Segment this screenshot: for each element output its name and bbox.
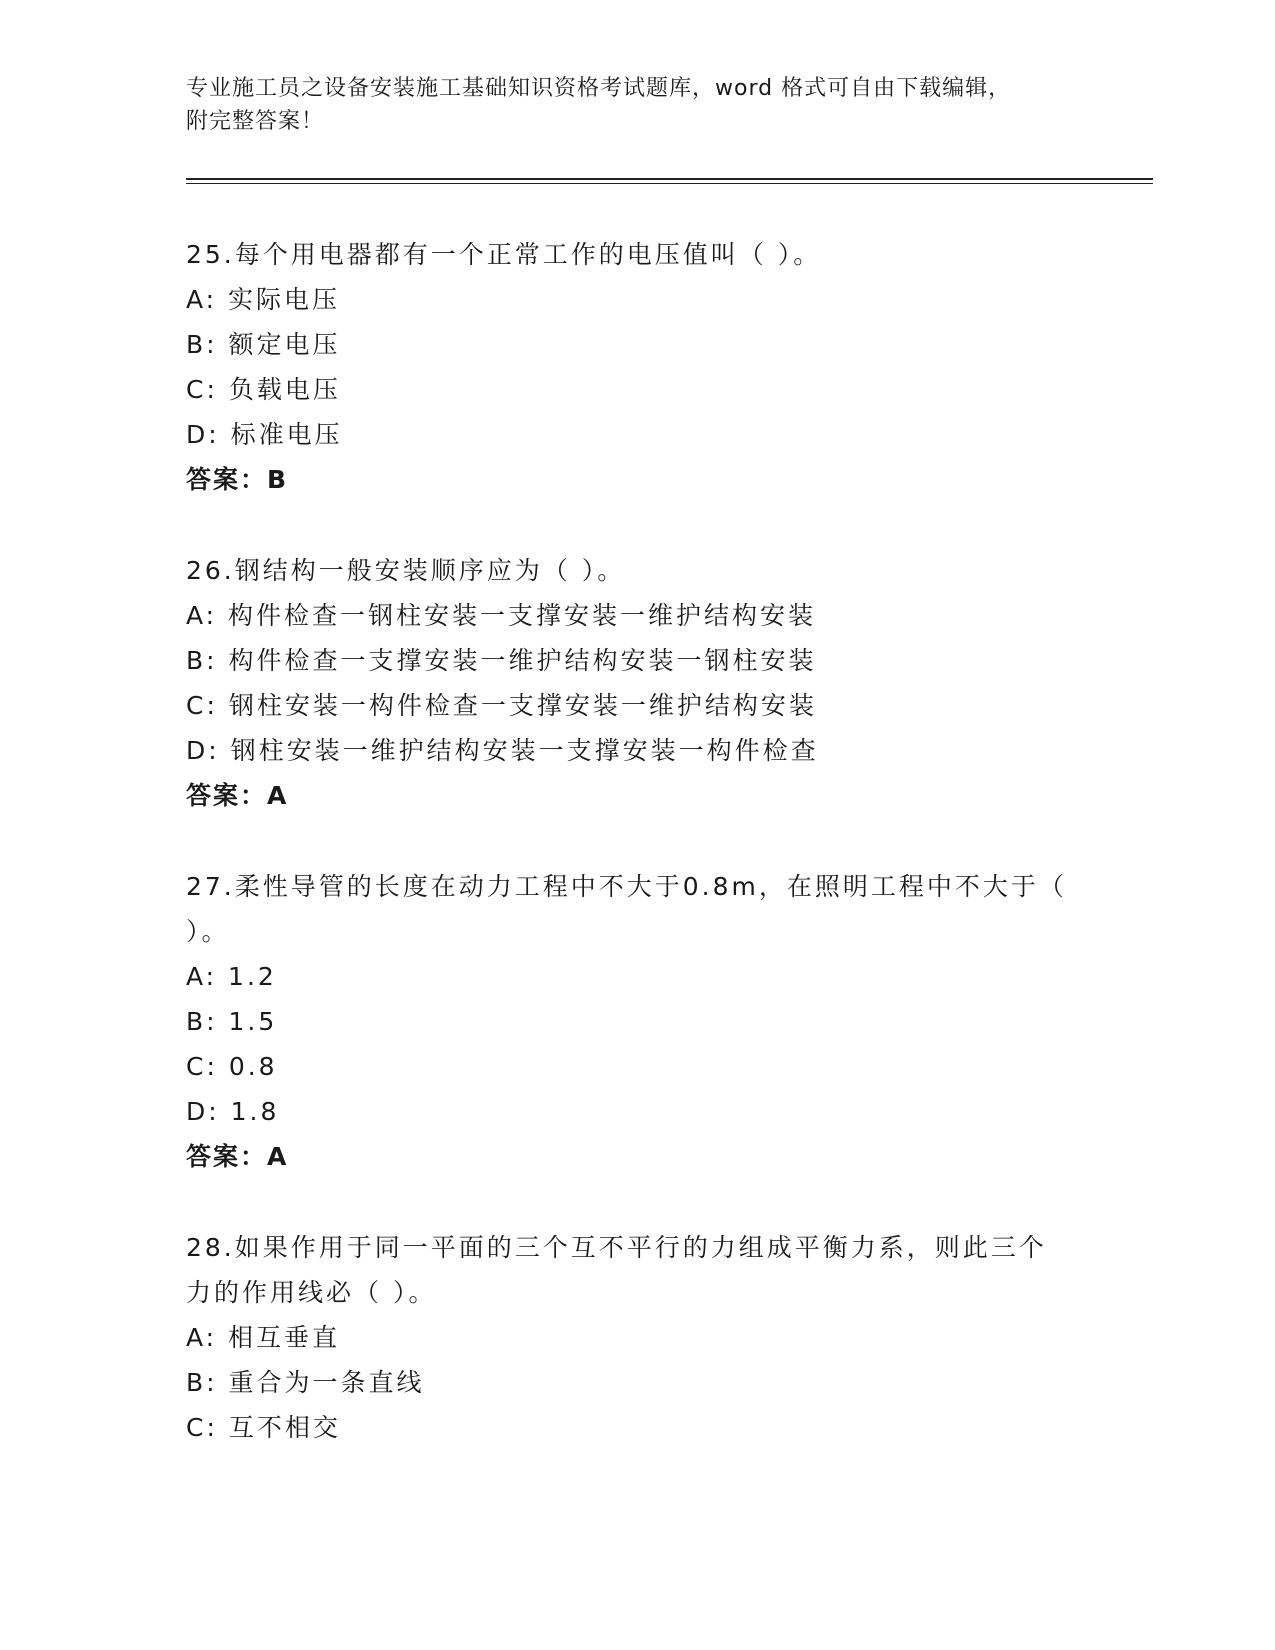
option-d: D: 标准电压 [186, 420, 343, 449]
question-stem-line-1: 27.柔性导管的长度在动力工程中不大于0.8m，在照明工程中不大于（ [186, 872, 1067, 901]
question-28 [186, 1225, 1086, 1450]
option-c: C: 互不相交 [186, 1413, 341, 1442]
question-stem: 26.钢结构一般安装顺序应为（ ）。 [186, 556, 626, 585]
option-b: B: 额定电压 [186, 330, 341, 359]
question-stem: 25.每个用电器都有一个正常工作的电压值叫（ ）。 [186, 240, 822, 269]
question-stem-line-2: ）。 [186, 917, 230, 946]
option-a: A: 相互垂直 [186, 1323, 341, 1352]
question-25 [186, 232, 1086, 502]
question-27 [186, 864, 1086, 1179]
option-c: C: 负载电压 [186, 375, 341, 404]
option-a: A: 1.2 [186, 962, 277, 991]
option-c: C: 钢柱安装一构件检查一支撑安装一维护结构安装 [186, 691, 817, 720]
header-divider-thick [186, 178, 1153, 180]
option-c: C: 0.8 [186, 1052, 278, 1081]
answer-label: 答案：A [186, 781, 289, 810]
answer-label: 答案：B [186, 465, 289, 494]
option-b: B: 1.5 [186, 1007, 278, 1036]
question-list [186, 232, 1086, 1450]
question-26 [186, 548, 1086, 818]
question-stem-line-2: 力的作用线必（ ）。 [186, 1278, 437, 1307]
option-d: D: 1.8 [186, 1097, 280, 1126]
document-title [186, 72, 1066, 138]
document-title-line-1: 专业施工员之设备安装施工基础知识资格考试题库，word 格式可自由下载编辑， [186, 76, 1012, 101]
question-stem-line-1: 28.如果作用于同一平面的三个互不平行的力组成平衡力系，则此三个 [186, 1233, 1047, 1262]
option-b: B: 重合为一条直线 [186, 1368, 425, 1397]
option-d: D: 钢柱安装一维护结构安装一支撑安装一构件检查 [186, 736, 819, 765]
answer-label: 答案：A [186, 1142, 289, 1171]
document-title-line-2: 附完整答案！ [186, 109, 325, 134]
header-divider-thin [186, 183, 1153, 184]
option-a: A: 构件检查一钢柱安装一支撑安装一维护结构安装 [186, 601, 817, 630]
option-b: B: 构件检查一支撑安装一维护结构安装一钢柱安装 [186, 646, 817, 675]
option-a: A: 实际电压 [186, 285, 341, 314]
